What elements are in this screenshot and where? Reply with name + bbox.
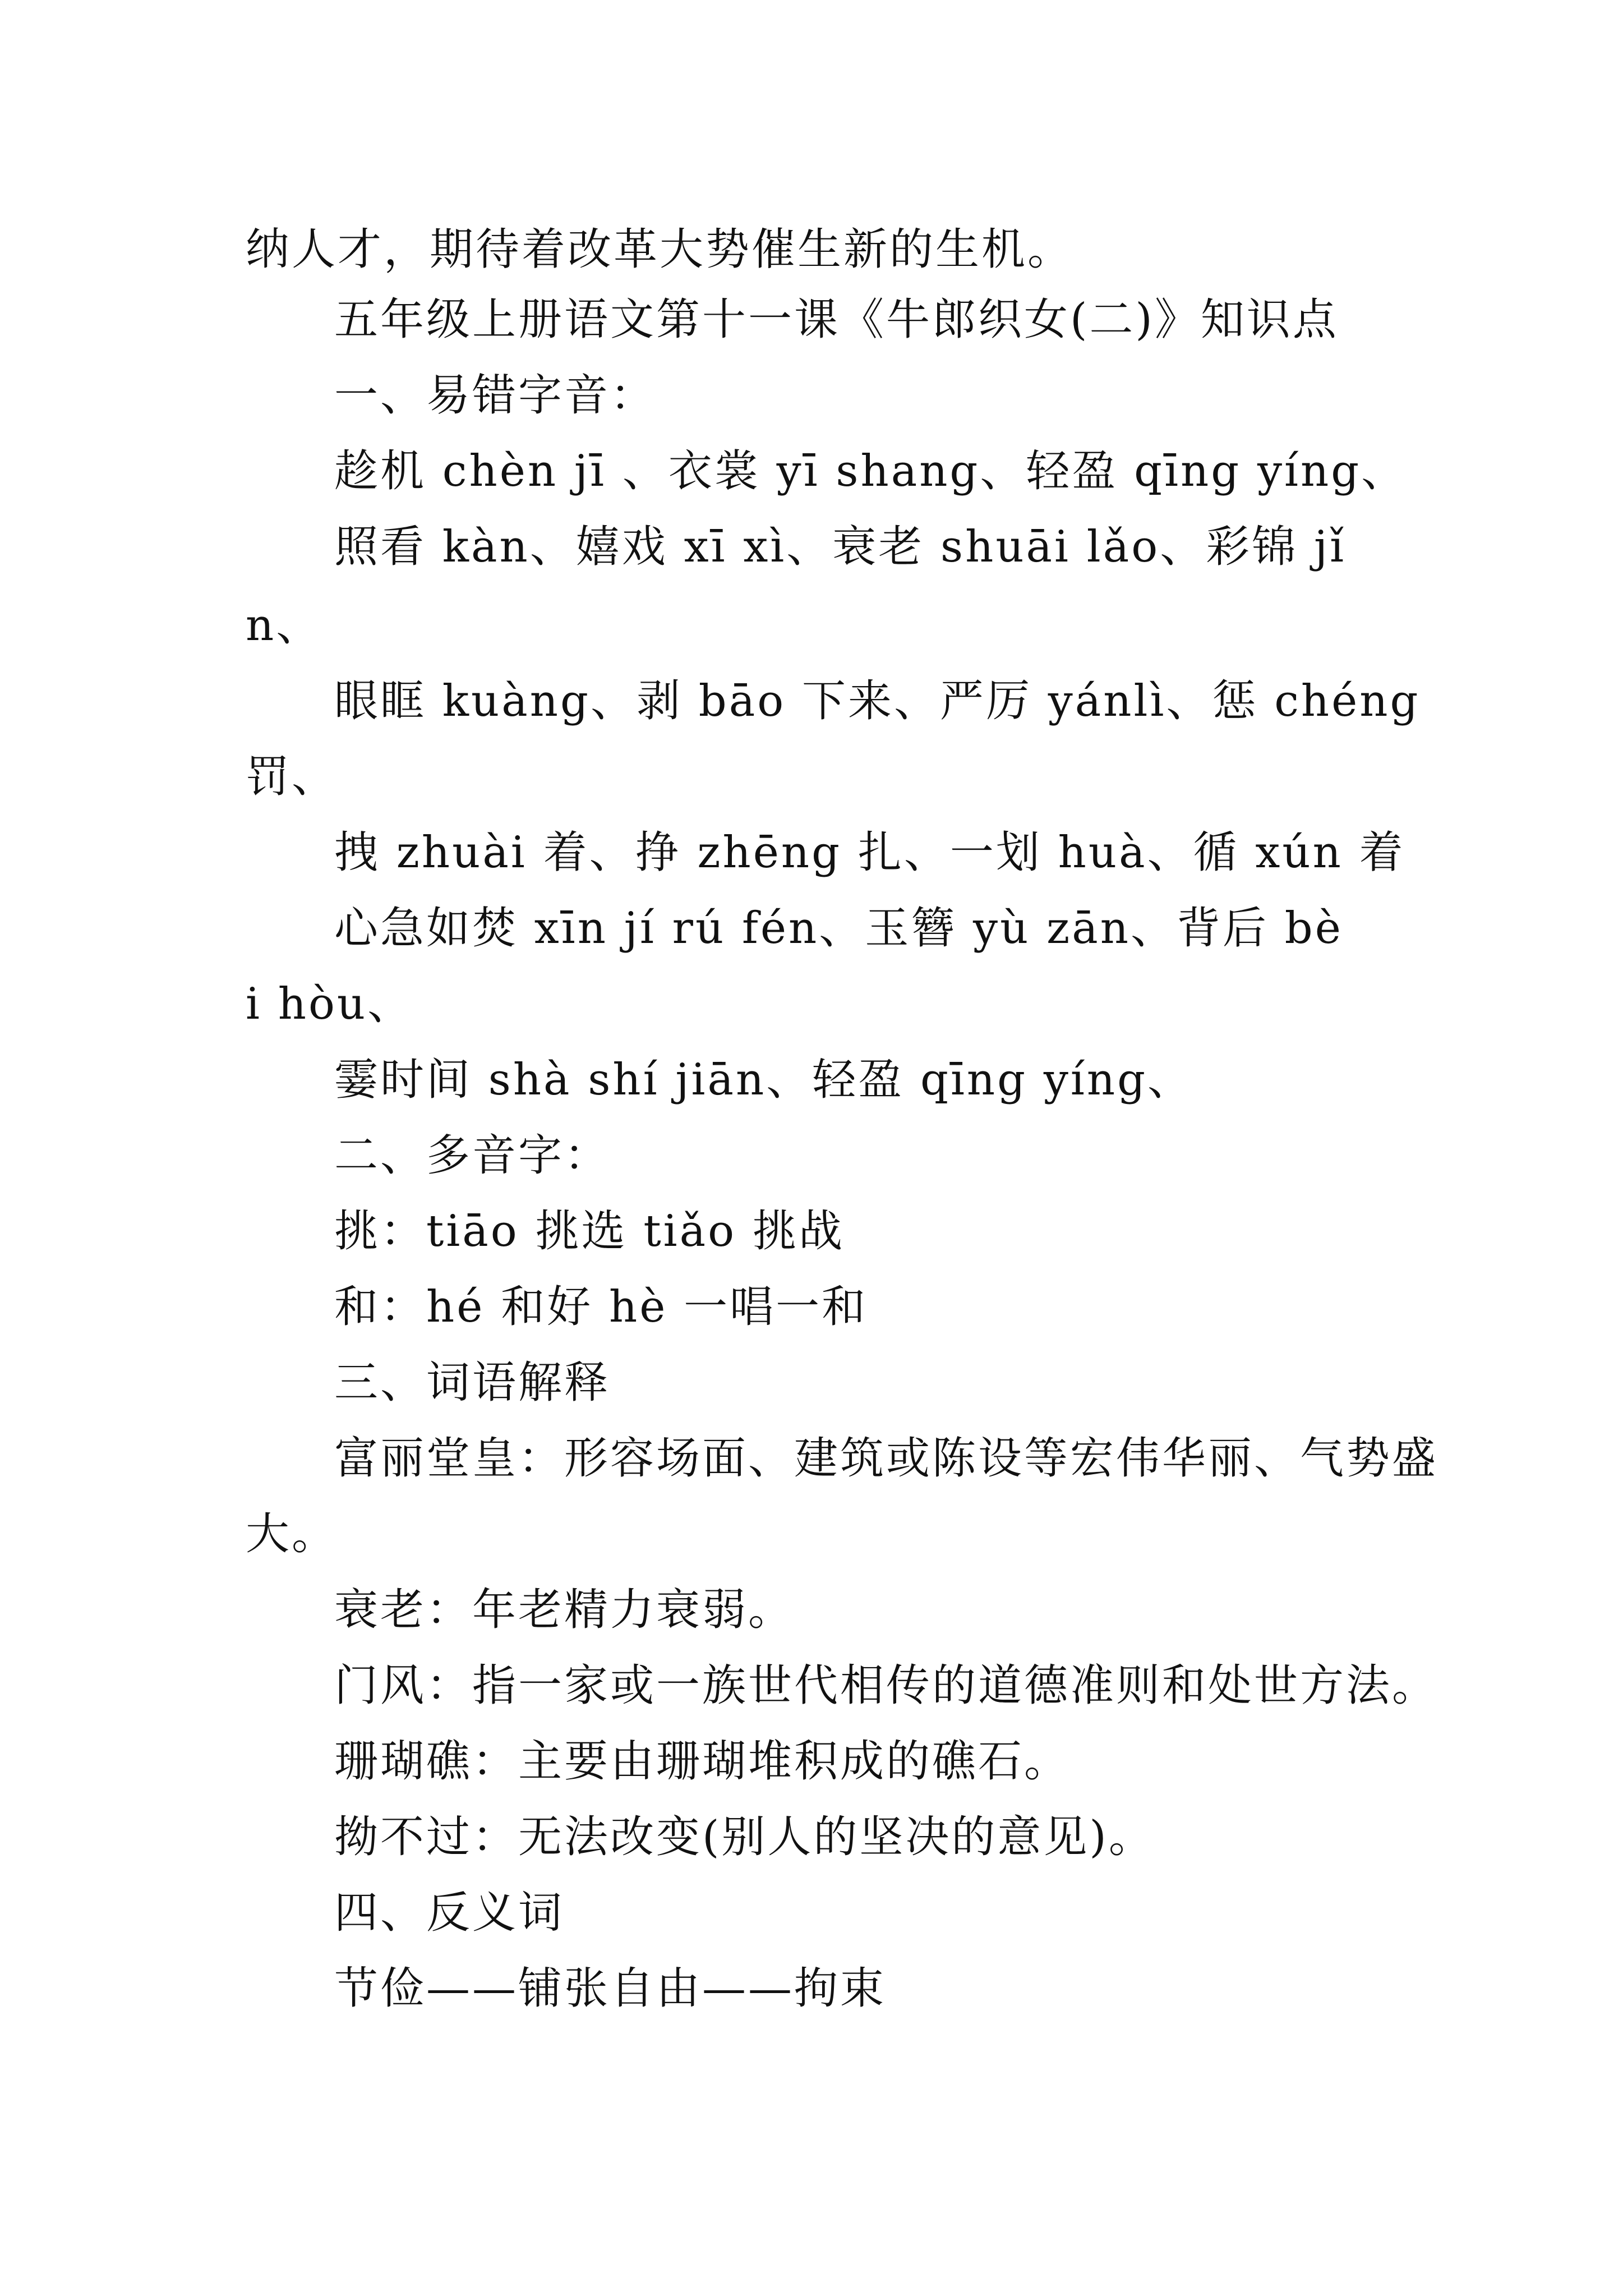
heading-antonyms: 四、反义词 xyxy=(334,1888,565,1938)
text-line: 和：hé 和好 hè 一唱一和 xyxy=(334,1282,868,1332)
text-line: i hòu、 xyxy=(246,979,414,1029)
text-line: 富丽堂皇：形容场面、建筑或陈设等宏伟华丽、气势盛 xyxy=(334,1433,1438,1484)
text-line: 眼眶 kuàng、剥 bāo 下来、严厉 yánlì、惩 chéng xyxy=(334,676,1421,726)
text-line: 心急如焚 xīn jí rú fén、玉簪 yù zān、背后 bè xyxy=(334,903,1343,954)
text-line: 霎时间 shà shí jiān、轻盈 qīng yíng、 xyxy=(334,1055,1194,1105)
text-line: 纳人才，期待着改革大势催生新的生机。 xyxy=(246,224,1074,275)
text-line: 拽 zhuài 着、挣 zhēng 扎、一划 huà、循 xún 着 xyxy=(334,827,1405,878)
text-line: 门风：指一家或一族世代相传的道德准则和处世方法。 xyxy=(334,1660,1438,1711)
text-line: 照看 kàn、嬉戏 xī xì、衰老 shuāi lǎo、彩锦 jǐ xyxy=(334,522,1347,572)
text-line: 节俭——铺张自由——拘束 xyxy=(334,1963,887,2014)
heading-vocabulary: 三、词语解释 xyxy=(334,1358,611,1408)
heading-pronunciation: 一、易错字音： xyxy=(334,370,657,421)
text-line: 衰老：年老精力衰弱。 xyxy=(334,1585,795,1635)
text-line: 挑：tiāo 挑选 tiǎo 挑战 xyxy=(334,1206,845,1257)
text-line: 大。 xyxy=(246,1509,338,1559)
text-line: 拗不过：无法改变(别人的坚决的意见)。 xyxy=(334,1812,1155,1862)
text-line: 罚、 xyxy=(246,752,338,802)
text-line: 珊瑚礁：主要由珊瑚堆积成的礁石。 xyxy=(334,1736,1071,1787)
text-line: n、 xyxy=(246,600,322,651)
text-line: 趁机 chèn jī 、衣裳 yī shang、轻盈 qīng yíng、 xyxy=(334,446,1408,496)
section-title: 五年级上册语文第十一课《牛郎织女(二)》知识点 xyxy=(334,295,1339,345)
heading-polyphones: 二、多音字： xyxy=(334,1130,611,1181)
